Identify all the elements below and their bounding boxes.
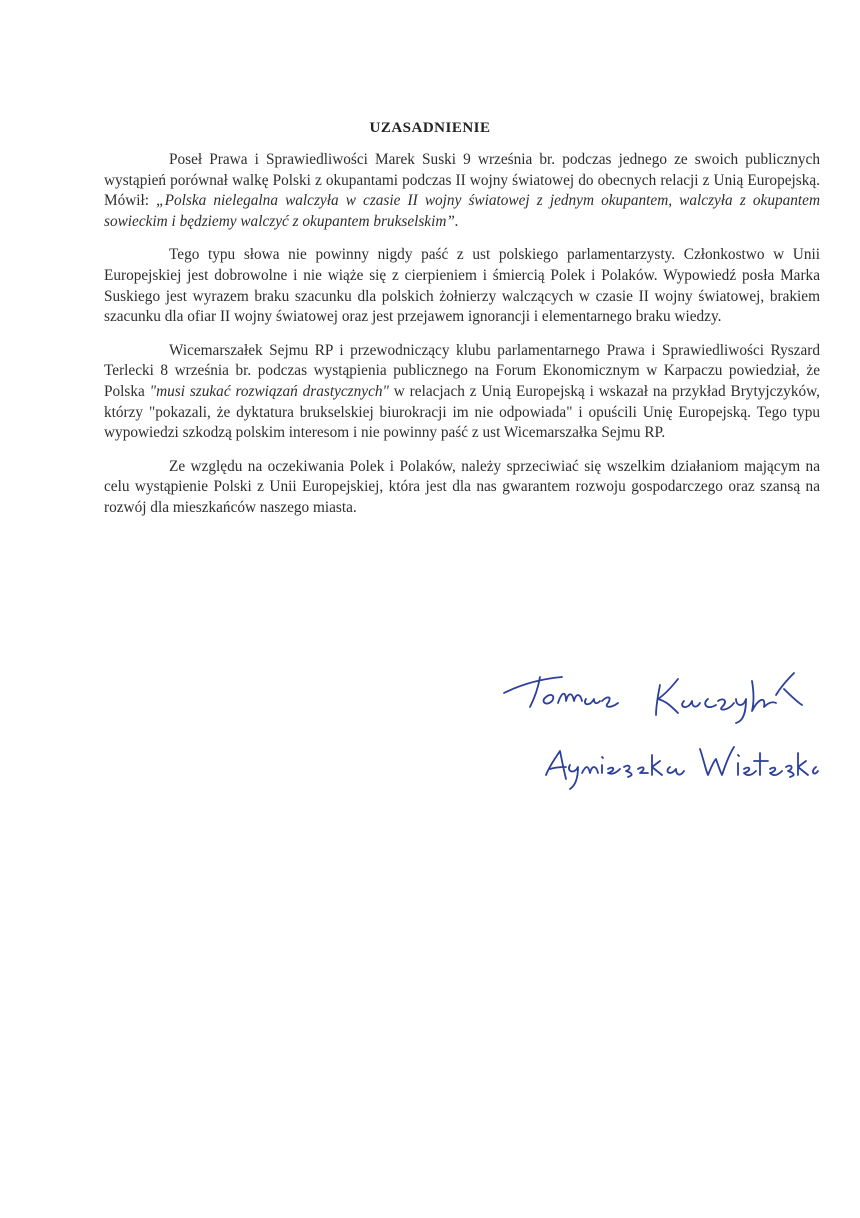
document-title: UZASADNIENIE bbox=[369, 120, 491, 136]
paragraph-2 bbox=[104, 245, 820, 327]
paragraph-3-text-start: Wicemarszałek Sejmu RP i przewodniczący klubu parlamentarnego Prawa i Sprawiedliwości Ryszard Terlecki 8 września br. podczas wystąpienia publicznego na Forum Ekonomicznym w Karpaczu powiedział, że Polska bbox=[104, 341, 820, 400]
paragraph-2-text: Tego typu słowa nie powinny nigdy paść z ust polskiego parlamentarzysty. Członkostwo w Unii Europejskiej jest dobrowolne i nie wiąże się z cierpieniem i śmiercią Polek i Polaków. Wypowiedź posła Marka Suskiego jest wyrazem braku szacunku dla polskich żołnierzy walczących w czasie II wojny światowej, brakiem szacunku dla ofiar II wojny światowej oraz jest przejawem ignorancji i elementarnego braku wiedzy. bbox=[104, 246, 820, 326]
paragraph-1-text: Poseł Prawa i Sprawiedliwości Marek Suski 9 września br. podczas jednego ze swoich publicznych wystąpień porównał walkę Polski z okupantami podczas II wojny światowej do obecnych relacji z Unią Europejską. Mówił: bbox=[104, 151, 820, 210]
paragraph-1 bbox=[104, 150, 820, 232]
paragraph-3-quote: "musi szukać rozwiązań drastycznych" bbox=[149, 382, 389, 400]
signature-1 bbox=[500, 655, 810, 725]
paragraph-4-text: Ze względu na oczekiwania Polek i Polaków, należy sprzeciwiać się wszelkim działaniom mającym na celu wystąpienie Polski z Unii Europejskiej, która jest dla nas gwarantem rozwoju gospodarczego oraz szansą na rozwój dla mieszkańców naszego miasta. bbox=[104, 457, 820, 516]
paragraph-1-quote: „Polska nielegalna walczyła w czasie II wojny światowej z jednym okupantem, walczyła z okupantem sowieckim i będziemy walczyć z okupantem brukselskim”. bbox=[104, 192, 820, 230]
paragraph-3-text-end: w relacjach z Unią Europejską i wskazał na przykład Brytyjczyków, którzy "pokazali, że dyktatura brukselskiej biurokracji im nie odpowiada" i opuścili Unię Europejską. Tego typu wypowiedzi szkodzą polskim interesom i nie powinny paść z ust Wicemarszałka Sejmu RP. bbox=[104, 382, 820, 442]
paragraph-4 bbox=[104, 457, 820, 519]
document-body bbox=[104, 150, 820, 532]
paragraph-3 bbox=[104, 341, 820, 444]
signature-2 bbox=[540, 735, 820, 795]
